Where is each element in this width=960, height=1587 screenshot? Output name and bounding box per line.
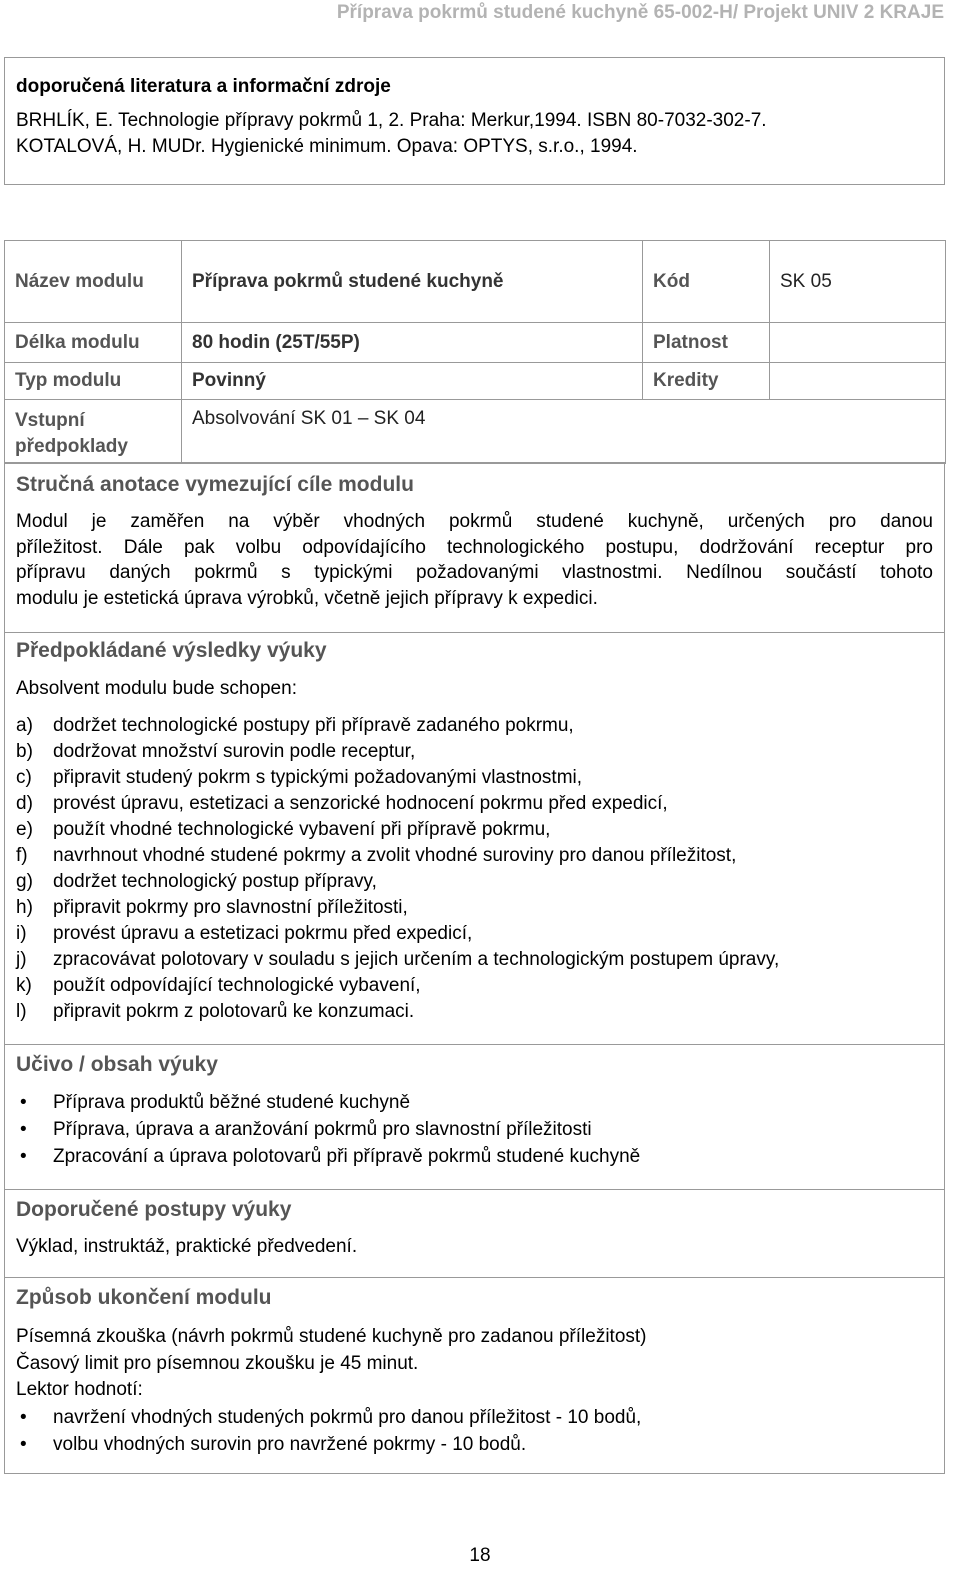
ending-line: Časový limit pro písemnou zkoušku je 45 minut. <box>16 1352 419 1374</box>
content-title: Učivo / obsah výuky <box>16 1053 218 1076</box>
list-text: zpracovávat polotovary v souladu s jejich určením a technologickým postupem úpravy, <box>53 949 780 970</box>
list-item <box>16 1431 933 1458</box>
list-item <box>16 791 933 817</box>
module-type-label: Typ modulu <box>5 363 182 400</box>
list-item <box>16 1143 933 1170</box>
list-text: dodržovat množství surovin podle receptur, <box>53 741 416 762</box>
list-item <box>16 999 933 1025</box>
module-length-value: 80 hodin (25T/55P) <box>182 323 643 363</box>
module-credits-label: Kredity <box>643 363 770 400</box>
ending-line: Písemná zkouška (návrh pokrmů studené kuchyně pro zadanou příležitost) <box>16 1326 647 1347</box>
list-letter: g) <box>16 871 33 892</box>
annotation-line: přípravu daných pokrmů s typickými požadovanými vlastnostmi. Nedílnou součástí tohoto <box>16 562 933 583</box>
literature-title: doporučená literatura a informační zdroje <box>16 76 391 97</box>
module-name-label: Název modulu <box>5 241 182 323</box>
module-type-row <box>5 363 946 400</box>
results-section <box>4 632 945 1045</box>
list-item <box>16 713 933 739</box>
list-item <box>16 947 933 973</box>
list-letter: j) <box>16 949 27 970</box>
module-length-label: Délka modulu <box>5 323 182 363</box>
list-item <box>16 765 933 791</box>
list-text: připravit pokrm z polotovarů ke konzumaci. <box>53 1001 415 1022</box>
annotation-line: příležitost. Dále pak volbu odpovídajícího technologického postupu, dodržování receptur pro <box>16 536 933 558</box>
module-prerequisites-value: Absolvování SK 01 – SK 04 <box>182 400 770 464</box>
module-code-value: SK 05 <box>770 241 946 323</box>
module-info-table <box>4 240 946 464</box>
module-prerequisites-empty <box>770 400 946 464</box>
list-letter: l) <box>16 1001 27 1022</box>
list-item <box>16 973 933 999</box>
annotation-line: modulu je estetická úprava výrobků, včetně jejich přípravy k expedici. <box>16 587 598 609</box>
module-code-label: Kód <box>643 241 770 323</box>
module-validity-label: Platnost <box>643 323 770 363</box>
methods-section <box>4 1189 945 1278</box>
bullet-icon: • <box>20 1119 27 1140</box>
module-name-row <box>5 241 946 323</box>
results-title: Předpokládané výsledky výuky <box>16 639 327 662</box>
list-item <box>16 921 933 947</box>
prerequisites-label-line: Vstupní <box>15 410 85 431</box>
list-text: Příprava produktů běžné studené kuchyně <box>53 1092 411 1113</box>
list-letter: c) <box>16 767 32 788</box>
list-item <box>16 843 933 869</box>
module-prerequisites-row <box>5 400 946 464</box>
module-prerequisites-label <box>5 400 182 464</box>
annotation-line: Modul je zaměřen na výběr vhodných pokrmů studené kuchyně, určených pro danou <box>16 511 933 532</box>
literature-box <box>4 57 945 185</box>
list-letter: a) <box>16 715 33 736</box>
annotation-section <box>4 462 945 633</box>
ending-section <box>4 1277 945 1474</box>
list-text: provést úpravu a estetizaci pokrmu před expedicí, <box>53 923 473 944</box>
list-letter: i) <box>16 923 27 944</box>
bullet-icon: • <box>20 1406 27 1428</box>
list-text: připravit studený pokrm s typickými požadovanými vlastnostmi, <box>53 767 583 788</box>
list-text: dodržet technologický postup přípravy, <box>53 871 377 892</box>
bullet-icon: • <box>20 1092 27 1113</box>
list-letter: d) <box>16 793 33 814</box>
results-intro: Absolvent modulu bude schopen: <box>16 678 297 699</box>
list-letter: e) <box>16 819 33 840</box>
list-text: volbu vhodných surovin pro navržené pokrmy - 10 bodů. <box>53 1433 527 1455</box>
methods-text: Výklad, instruktáž, praktické předvedení. <box>16 1236 358 1257</box>
list-item <box>16 1116 933 1143</box>
list-item <box>16 869 933 895</box>
list-text: použít vhodné technologické vybavení při přípravě pokrmu, <box>53 819 551 840</box>
list-letter: h) <box>16 897 33 918</box>
methods-title: Doporučené postupy výuky <box>16 1198 292 1221</box>
ending-title: Způsob ukončení modulu <box>16 1286 272 1309</box>
literature-item: BRHLÍK, E. Technologie přípravy pokrmů 1, 2. Praha: Merkur,1994. ISBN 80-7032-302-7. <box>16 110 767 131</box>
list-text: dodržet technologické postupy při přípravě zadaného pokrmu, <box>53 715 574 736</box>
module-validity-value <box>770 323 946 363</box>
module-name-value: Příprava pokrmů studené kuchyně <box>182 241 643 323</box>
bullet-icon: • <box>20 1146 27 1167</box>
list-text: provést úpravu, estetizaci a senzorické hodnocení pokrmu před expedicí, <box>53 793 668 814</box>
annotation-text <box>16 509 933 611</box>
list-letter: b) <box>16 741 33 762</box>
module-credits-value <box>770 363 946 400</box>
ending-line: Lektor hodnotí: <box>16 1379 143 1400</box>
literature-item: KOTALOVÁ, H. MUDr. Hygienické minimum. Opava: OPTYS, s.r.o., 1994. <box>16 136 638 157</box>
list-text: navrhnout vhodné studené pokrmy a zvolit vhodné suroviny pro danou příležitost, <box>53 845 737 866</box>
prerequisites-label-line: předpoklady <box>15 436 128 457</box>
annotation-title: Stručná anotace vymezující cíle modulu <box>16 473 414 496</box>
module-type-value: Povinný <box>182 363 643 400</box>
list-letter: k) <box>16 975 32 996</box>
page-number: 18 <box>469 1545 491 1566</box>
list-text: Zpracování a úprava polotovarů při přípravě pokrmů studené kuchyně <box>53 1146 641 1167</box>
list-item <box>16 1089 933 1116</box>
list-text: navržení vhodných studených pokrmů pro danou příležitost - 10 bodů, <box>53 1406 642 1428</box>
list-text: použít odpovídající technologické vybavení, <box>53 975 421 996</box>
list-item <box>16 1404 933 1431</box>
list-text: připravit pokrmy pro slavnostní příležitosti, <box>53 897 408 918</box>
bullet-icon: • <box>20 1433 27 1455</box>
list-item <box>16 895 933 921</box>
results-list <box>16 713 933 1025</box>
list-text: Příprava, úprava a aranžování pokrmů pro slavnostní příležitosti <box>53 1119 592 1140</box>
list-item <box>16 739 933 765</box>
content-section <box>4 1044 945 1190</box>
list-item <box>16 817 933 843</box>
list-letter: f) <box>16 845 28 866</box>
module-length-row <box>5 323 946 363</box>
page-header-title: Příprava pokrmů studené kuchyně 65-002-H/ Projekt UNIV 2 KRAJE <box>336 2 944 23</box>
